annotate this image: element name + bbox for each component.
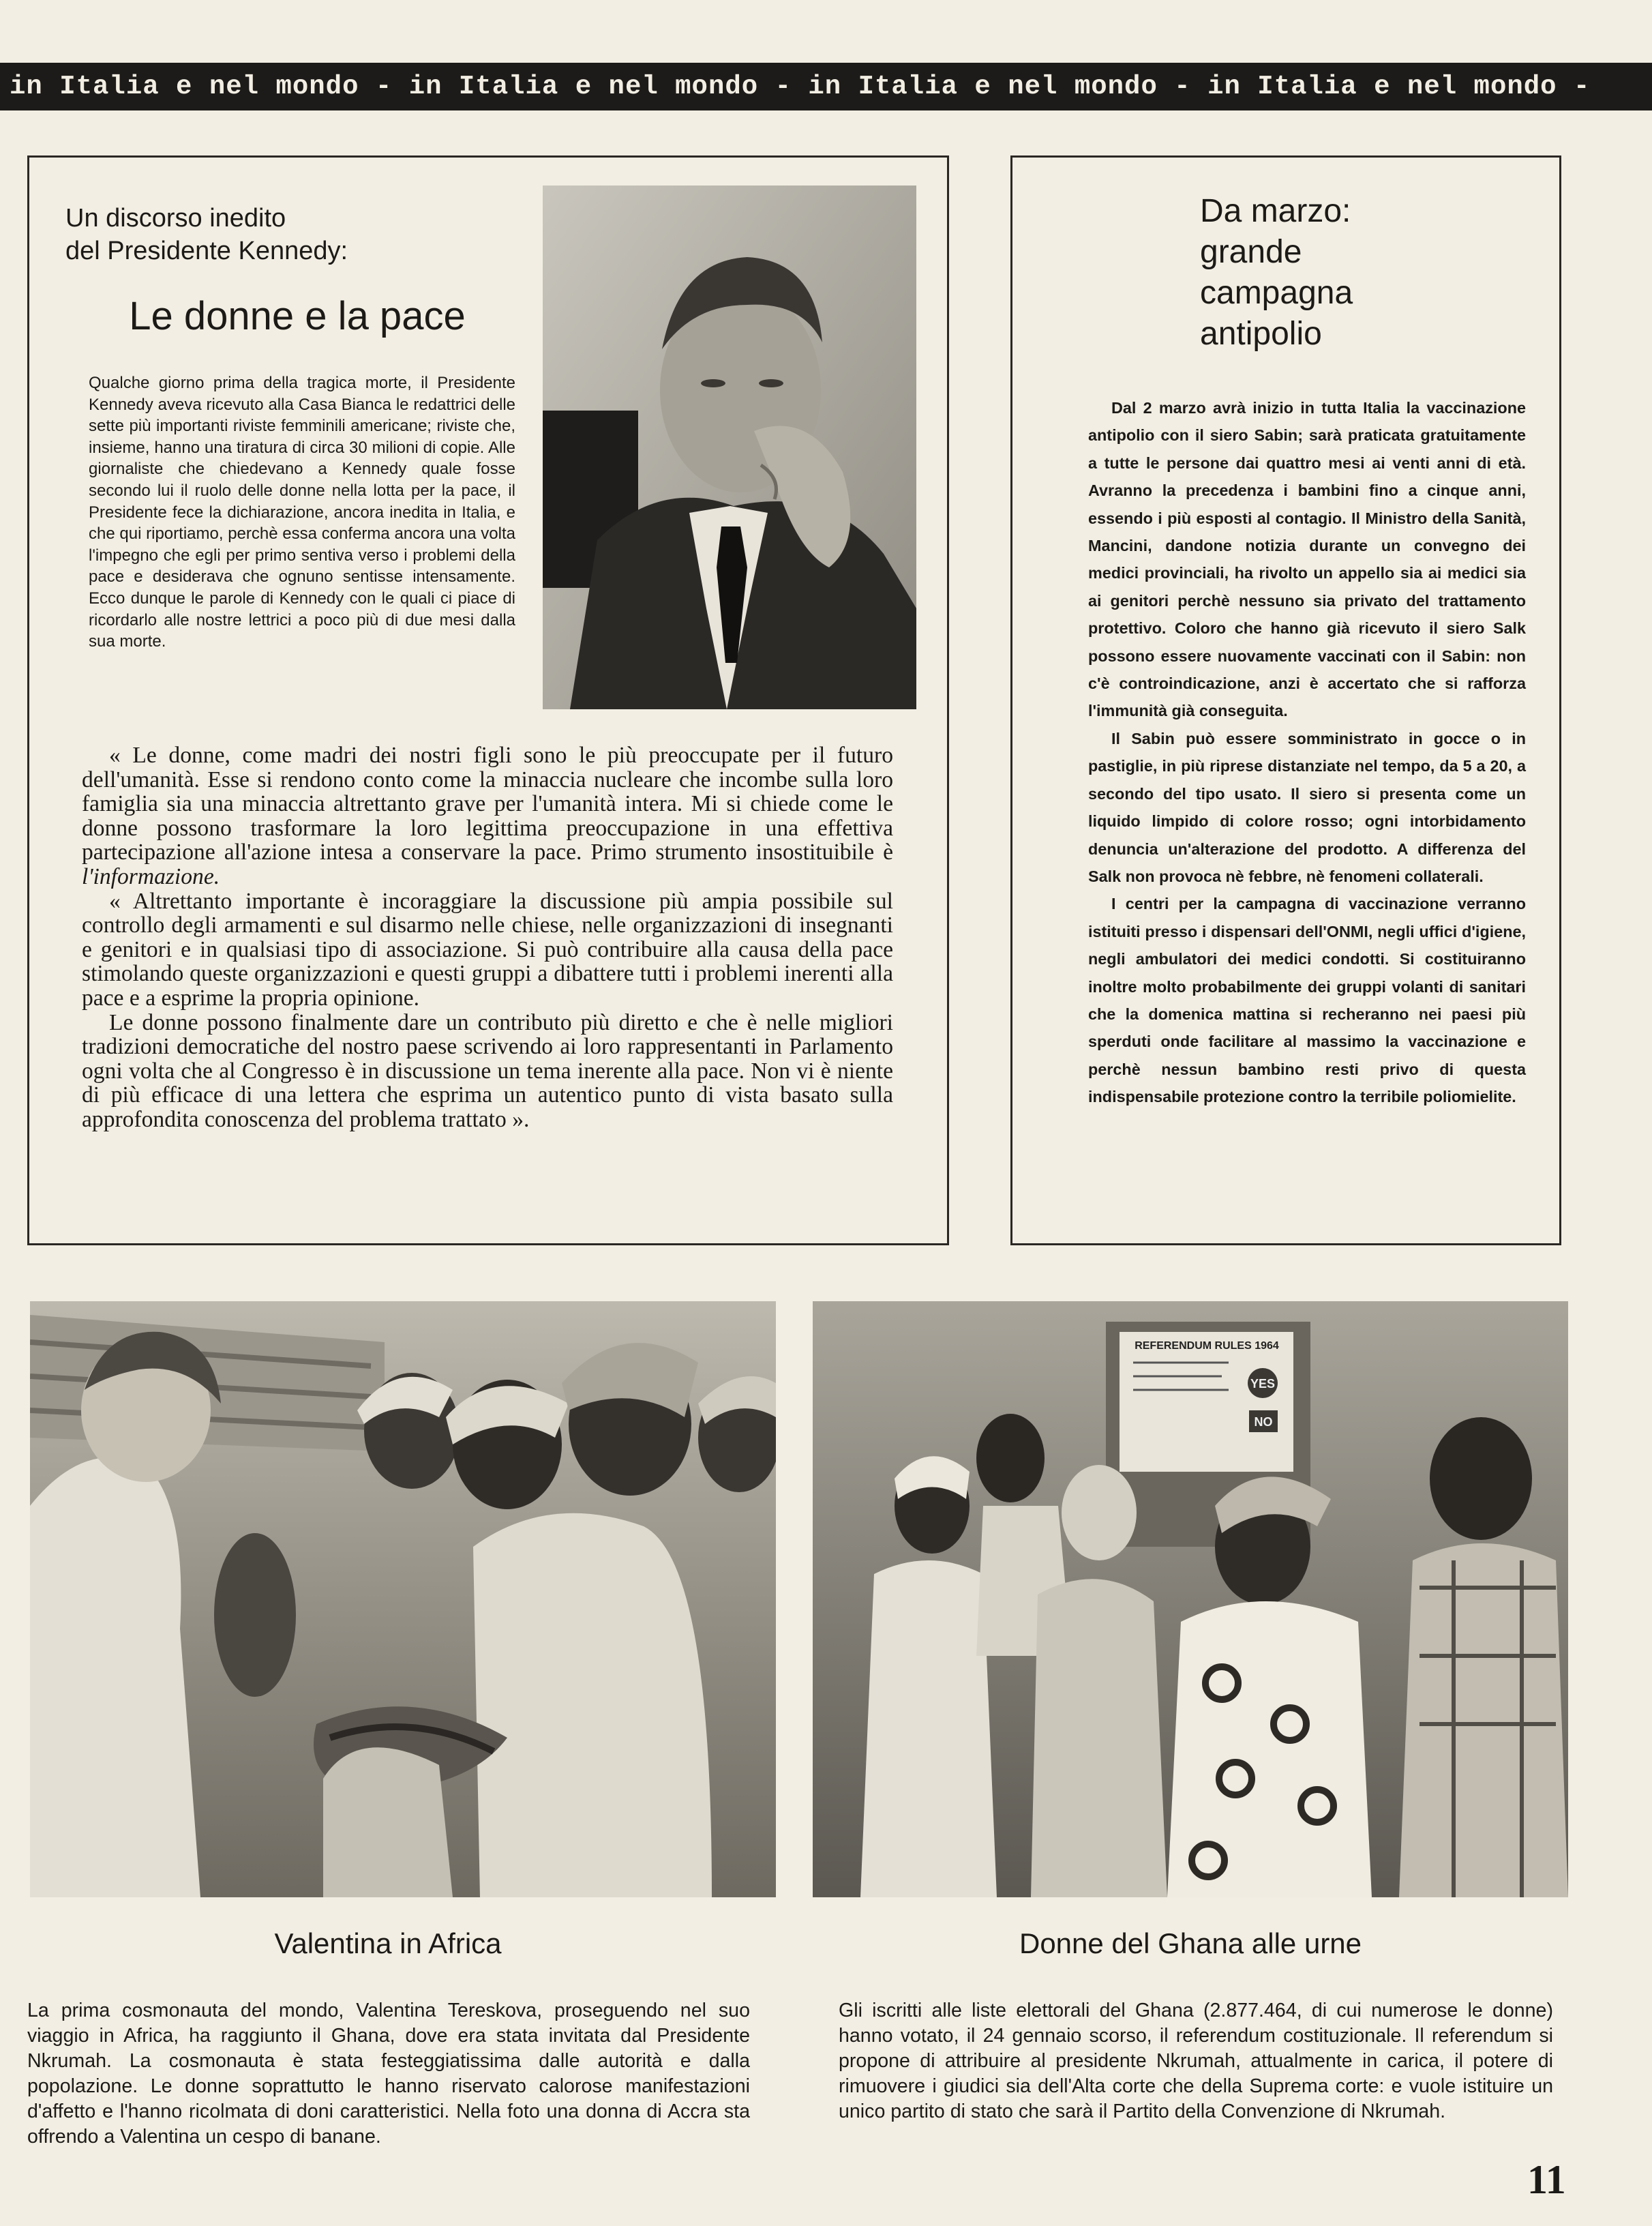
valentina-photo (30, 1301, 776, 1897)
polio-paragraph: Dal 2 marzo avrà inizio in tutta Italia la vaccinazione antipolio con il siero Sabin; sarà praticata gratuitamente a tutte le persone dai quattro mesi ai venti anni di età. Avranno la precedenza i bambini fino a cinque anni, essendo i più esposti al contagio. Il Ministro della Sanità, Mancini, dandone notizia durante un convegno dei medici provinciali, ha rivolto un appello sia ai medici sia ai genitori perchè nessuno sia privato del trattamento protettivo. Coloro che hanno già ricevuto il siero Salk possono essere nuovamente vaccinati con il Sabin: non c'è controindicazione, anzi è accertato che si rafforza l'immunità già conseguita. (1088, 399, 1526, 720)
polio-paragraph: I centri per la campagna di vaccinazione verranno istituiti presso i dispensari dell'ONMI, negli uffici d'igiene, negli ambulatori dei medici condotti. Si costituiranno inoltre molto probabilmente dei gruppi volanti di sanitari che la domenica mattina si recheranno nei paesi più sperduti onde facilitare al massimo la vaccinazione e perchè nessun bambino resti privo di questa indispensabile protezione contro la terribile poliomielite. (1088, 895, 1526, 1106)
valentina-caption-text: La prima cosmonauta del mondo, Valentina Tereskova, proseguendo nel suo viaggio in Africa, ha raggiunto il Ghana, dove era stata invitata dal Presidente Nkrumah. La cosmonauta è stata festeggiatissima dalle autorità e dalla popolazione. Le donne soprattutto le hanno riservato calorose manifestazioni d'affetto e l'hanno ricolmata di doni caratteristici. Nella foto una donna di Accra sta offrendo a Valentina un cespo di banane. (27, 2000, 750, 2148)
polio-title-line: grande (1200, 234, 1302, 270)
kennedy-intro: Qualche giorno prima della tragica morte, il Presidente Kennedy aveva ricevuto alla Casa Bianca le redattrici delle sette più importanti riviste femminili americane; riviste che, insieme, hanno una tiratura di circa 30 milioni di copie. Alle giornaliste che chiedevano a Kennedy quale fosse secondo lui il ruolo delle donne nella lotta per la pace, il Presidente fece la dichiarazione, ancora inedita in Italia, e che qui riportiamo, perchè essa conferma ancora una volta l'impegno che egli per primo sentiva verso i problemi della pace e desiderava che ognuno sentisse intensamente. Ecco dunque le parole di Kennedy con le quali ci piace di ricordarlo alle nostre lettrici a poco più di due mesi dalla sua morte. (89, 374, 515, 651)
page-number: 11 (1527, 2157, 1566, 2202)
polio-title-line: antipolio (1200, 316, 1322, 352)
quote-emphasis: l'informazione. (82, 863, 220, 889)
quote-paragraph: « Altrettanto importante è incoraggiare la discussione più ampia possibile sul controllo degli armamenti e sul disarmo nelle chiese, nelle organizzazioni di insegnanti e genitori e in qualsiasi tipo di associazione. Si può contribuire alla causa della pace stimolando queste organizzazioni e questi gruppi a dibattere tutti i problemi inerenti alla pace e a esprime la propria opinione. (82, 888, 893, 1011)
kennedy-kicker (65, 202, 502, 267)
kicker-line: del Presidente Kennedy: (65, 237, 348, 265)
section-band: in Italia e nel mondo - in Italia e nel mondo - in Italia e nel mondo - in Italia e nel mondo - (0, 63, 1652, 110)
kennedy-headline: Le donne e la pace (129, 294, 466, 338)
ghana-caption-title: Donne del Ghana alle urne (1019, 1927, 1362, 1959)
valentina-caption-title: Valentina in Africa (274, 1927, 502, 1959)
quote-paragraph (82, 743, 893, 889)
kennedy-photo (543, 186, 916, 709)
quote-text: « Le donne, come madri dei nostri figli sono le più preoccupate per il futuro dell'umanità. Esse si rendono conto come la minaccia nucleare che incombe sulla loro famiglia sia una minaccia altrettanto grave per l'umanità intera. Mi si chiede come le donne possono trasformare la loro legittima preoccupazione in una effettiva partecipazione all'azione intesa a conservare la pace. Primo strumento insostituibile è (82, 743, 893, 865)
polio-title-line: Da marzo: (1200, 193, 1351, 229)
polio-paragraph: Il Sabin può essere somministrato in gocce o in pastiglie, in più riprese distanziate nel tempo, da 5 a 20, a secondo del tipo usato. Il siero si presenta come un liquido limpido di colore rosso; ogni intorbidamento denuncia un'alterazione del prodotto. A differenza del Salk non provoca nè febbre, nè fenomeni collaterali. (1088, 729, 1526, 885)
kicker-line: Un discorso inedito (65, 204, 286, 233)
polio-title (1200, 191, 1486, 355)
kennedy-quote (82, 743, 893, 1132)
polio-body (1088, 394, 1526, 1111)
ghana-caption-text: Gli iscritti alle liste elettorali del Ghana (2.877.464, di cui numerose le donne) hanno votato, il 24 gennaio scorso, il referendum costituzionale. Il referendum si propone di attribuire al presidente Nkrumah, attualmente in carica, il potere di rimuovere i giudici sia dell'Alta corte che della Suprema corte: e vuole istituire un unico partito di stato che sarà il Partito della Convenzione di Nkrumah. (839, 2000, 1553, 2122)
poster-no: NO (1254, 1415, 1273, 1429)
poster-title: REFERENDUM RULES 1964 (1135, 1340, 1279, 1352)
ghana-photo (813, 1301, 1568, 1897)
polio-title-line: campagna (1200, 275, 1353, 311)
quote-paragraph: Le donne possono finalmente dare un contributo più diretto e che è nelle migliori tradizioni democratiche del nostro paese scrivendo ai loro rappresentanti in Parlamento ogni volta che al Congresso è in discussione un tema inerente alla pace. Non vi è niente di più efficace di una lettera che esprima un autentico punto di vista basato sulla approfondita conoscenza del problema trattato ». (82, 1009, 893, 1132)
poster-yes: YES (1250, 1377, 1276, 1391)
